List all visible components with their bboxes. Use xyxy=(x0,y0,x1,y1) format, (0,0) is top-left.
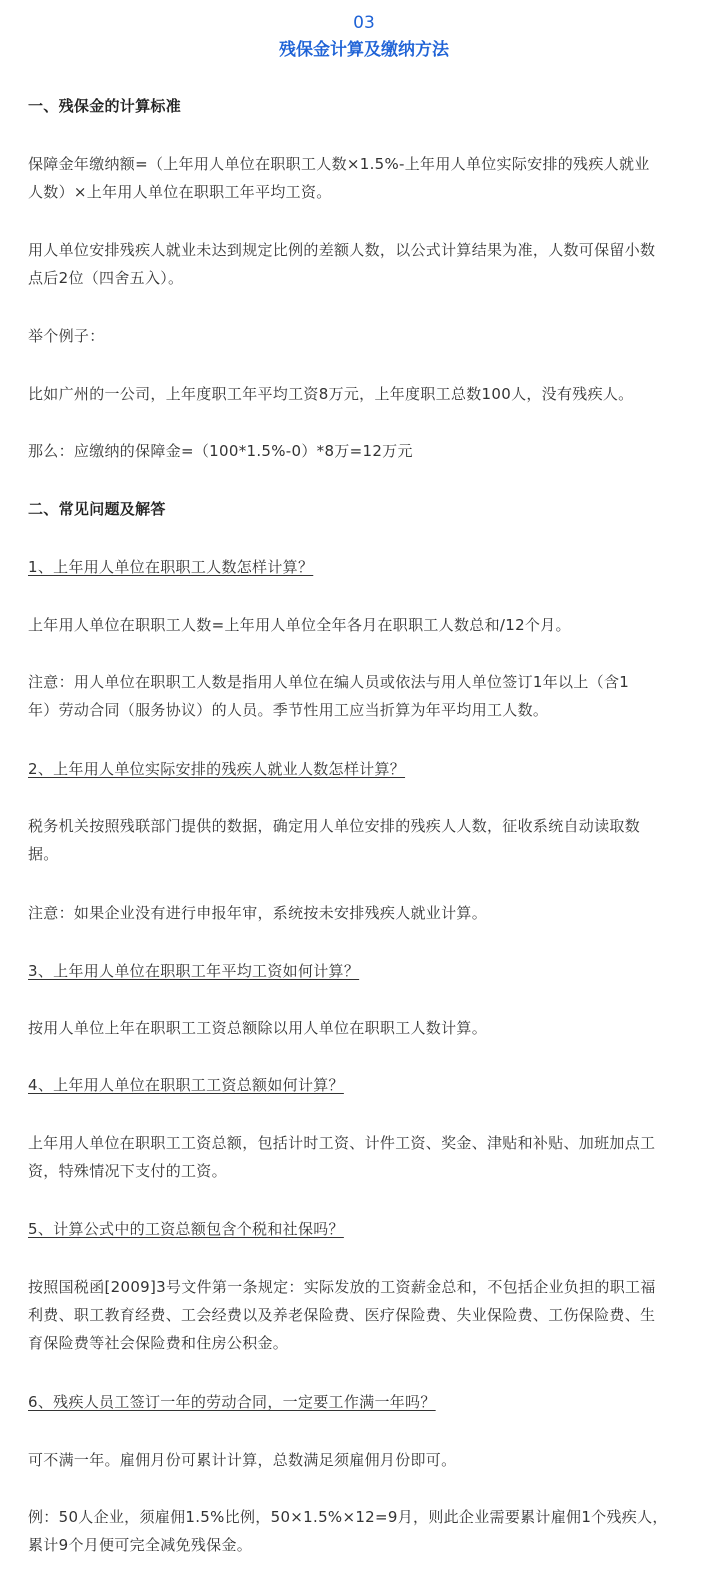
rule-line: 点后2位（四舍五入）。 xyxy=(28,269,184,287)
answer-line: 据。 xyxy=(28,845,59,863)
example-line: 累计9个月便可完全减免残保金。 xyxy=(28,1536,253,1554)
example-result: 那么：应缴纳的保障金=（100*1.5%-0）*8万=12万元 xyxy=(28,442,413,460)
faq-question-5 xyxy=(28,1215,703,1243)
example-intro: 举个例子： xyxy=(28,327,105,345)
answer-line: 按照国税函[2009]3号文件第一条规定：实际发放的工资薪金总和，不包括企业负担的职工福 xyxy=(28,1278,656,1296)
formula-line: 人数）×上年用人单位在职职工年平均工资。 xyxy=(28,183,332,201)
faq-example-6 xyxy=(28,1503,703,1559)
faq-question-text: 3、上年用人单位在职职工年平均工资如何计算？ xyxy=(28,962,360,980)
example-case: 比如广州的一公司，上年度职工年平均工资8万元，上年度职工总数100人，没有残疾人。 xyxy=(28,385,634,403)
faq-answer-5 xyxy=(28,1273,703,1357)
faq-question-text: 5、计算公式中的工资总额包含个税和社保吗？ xyxy=(28,1220,344,1238)
answer-line: 资，特殊情况下支付的工资。 xyxy=(28,1162,227,1180)
faq-question-text: 4、上年用人单位在职职工工资总额如何计算？ xyxy=(28,1076,344,1094)
faq-question-1 xyxy=(28,553,703,581)
note-line: 年）劳动合同（服务协议）的人员。季节性用工应当折算为年平均用工人数。 xyxy=(28,701,549,719)
faq-question-4 xyxy=(28,1071,703,1099)
faq-question-6 xyxy=(28,1388,703,1416)
section-number: 03 xyxy=(353,13,375,33)
formula-line: 保障金年缴纳额=（上年用人单位在职职工人数×1.5%-上年用人单位实际安排的残疾人就业 xyxy=(28,155,650,173)
answer-line: 育保险费等社会保险费和住房公积金。 xyxy=(28,1334,289,1352)
faq-question-3 xyxy=(28,957,703,985)
faq-note-2: 注意：如果企业没有进行申报年审，系统按未安排残疾人就业计算。 xyxy=(28,904,488,922)
answer-line: 税务机关按照残联部门提供的数据，确定用人单位安排的残疾人人数，征收系统自动读取数 xyxy=(28,817,641,835)
section-title: 残保金计算及缴纳方法 xyxy=(279,40,449,60)
faq-question-text: 1、上年用人单位在职职工人数怎样计算？ xyxy=(28,558,314,576)
heading-faq: 二、常见问题及解答 xyxy=(28,500,166,518)
faq-answer-2 xyxy=(28,812,703,868)
faq-question-text: 6、残疾人员工签订一年的劳动合同，一定要工作满一年吗？ xyxy=(28,1393,436,1411)
formula-paragraph xyxy=(28,150,703,206)
rounding-rule-paragraph xyxy=(28,236,703,292)
answer-line: 上年用人单位在职职工工资总额，包括计时工资、计件工资、奖金、津贴和补贴、加班加点工 xyxy=(28,1134,656,1152)
heading-calculation-standard: 一、残保金的计算标准 xyxy=(28,97,182,115)
note-line: 注意：用人单位在职职工人数是指用人单位在编人员或依法与用人单位签订1年以上（含1 xyxy=(28,673,630,691)
faq-note-1 xyxy=(28,668,703,724)
answer-line: 利费、职工教育经费、工会经费以及养老保险费、医疗保险费、失业保险费、工伤保险费、生 xyxy=(28,1306,656,1324)
faq-answer-3: 按用人单位上年在职职工工资总额除以用人单位在职职工人数计算。 xyxy=(28,1019,488,1037)
faq-answer-6: 可不满一年。雇佣月份可累计计算，总数满足须雇佣月份即可。 xyxy=(28,1451,457,1469)
faq-answer-4 xyxy=(28,1129,703,1185)
example-line: 例：50人企业，须雇佣1.5%比例，50×1.5%×12=9月，则此企业需要累计雇佣1个残疾人， xyxy=(28,1508,668,1526)
faq-answer-1: 上年用人单位在职职工人数=上年用人单位全年各月在职职工人数总和/12个月。 xyxy=(28,616,571,634)
rule-line: 用人单位安排残疾人就业未达到规定比例的差额人数，以公式计算结果为准，人数可保留小数 xyxy=(28,241,656,259)
faq-question-text: 2、上年用人单位实际安排的残疾人就业人数怎样计算？ xyxy=(28,760,406,778)
faq-question-2 xyxy=(28,755,703,783)
